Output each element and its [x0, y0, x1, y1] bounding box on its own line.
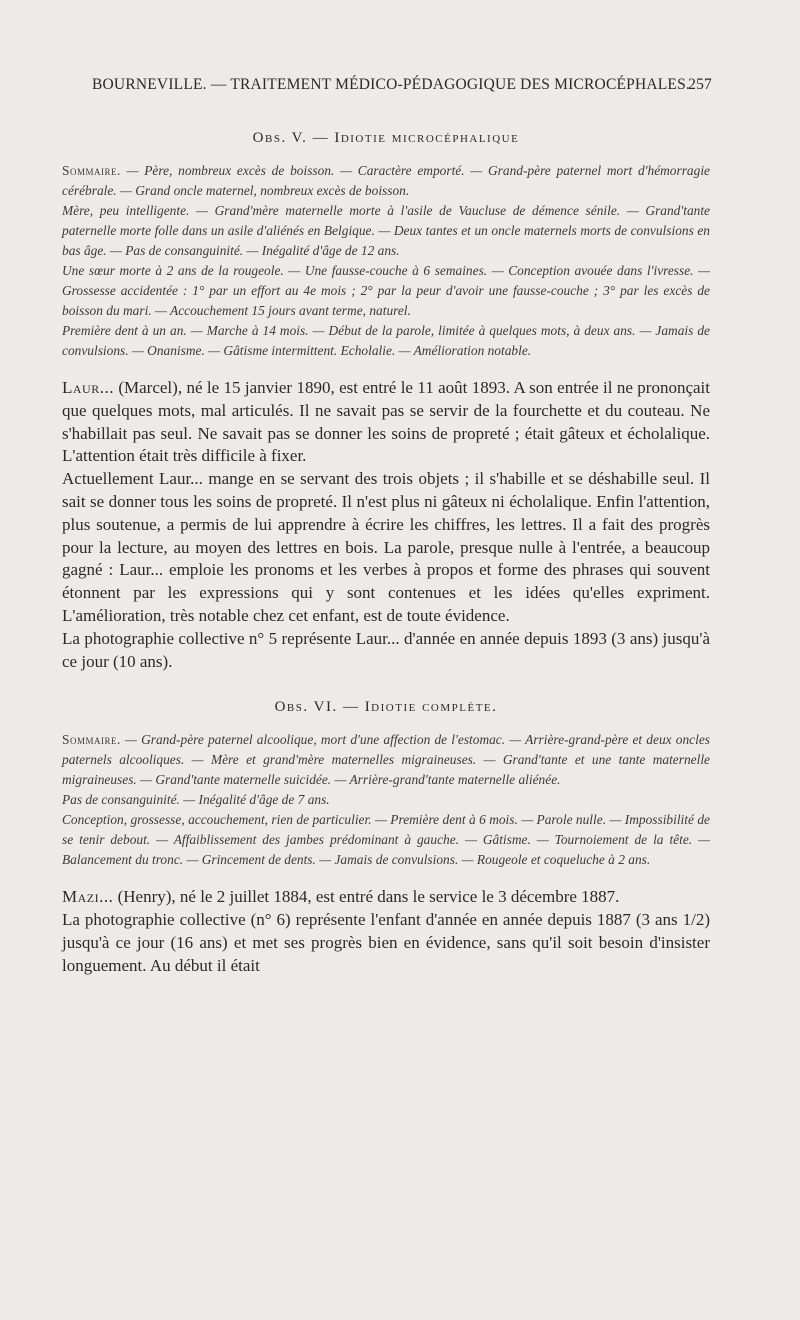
main-content	[62, 118, 710, 978]
patient-name: Mazi...	[62, 887, 114, 907]
page-number: 257	[688, 76, 712, 93]
body-paragraph: La photographie collective n° 5 représente Laur... d'année en année depuis 1893 (3 ans) jusqu'à ce jour (10 ans).	[62, 628, 710, 671]
body-paragraph: La photographie collective (n° 6) représente l'enfant d'année en année depuis 1887 (3 ans 1/2) jusqu'à ce jour (16 ans) et met ses progrès bien en évidence, sans qu'il soit besoin d'insister longuement. Au début il était	[62, 910, 710, 975]
summary-paragraph: Sommaire. — Grand-père paternel alcoolique, mort d'une affection de l'estomac. — Arrière-grand-père et deux oncles paternels alcooliques. — Mère et grand'mère maternelles migraineuses. — Grand'tante et une tante maternelle migraineuses. — Grand'tante maternelle suicidée. — Arrière-grand'tante maternelle aliénée.	[62, 732, 710, 788]
summary-paragraph: Première dent à un an. — Marche à 14 mois. — Début de la parole, limitée à quelques mots, à deux ans. — Jamais de convulsions. — Onanisme. — Gâtisme intermittent. Echolalie. — Amélioration notable.	[62, 323, 710, 358]
observation-summary	[62, 161, 710, 361]
observation-body	[62, 377, 710, 673]
observation-title: Obs. V. — Idiotie microcéphalique	[252, 130, 520, 146]
body-paragraph: Laur... (Marcel), né le 15 janvier 1890, est entré le 11 août 1893. A son entrée il ne prononçait que quelques mots, mal articulés. Il ne savait pas se servir de la fourchette et du couteau. Ne s'habillait pas seul. Ne savait pas se donner les soins de propreté ; était gâteux et écholalique. L'attention était très difficile à fixer.	[62, 378, 710, 466]
summary-paragraph: Conception, grossesse, accouchement, rien de particulier. — Première dent à 6 mois. — Parole nulle. — Impossibilité de se tenir debout. — Affaiblissement des jambes prédominant à gauche. — Gâtisme. — Tournoiement de la tête. — Balancement du tronc. — Grincement de dents. — Jamais de convulsions. — Rougeole et coqueluche à 2 ans.	[62, 812, 710, 868]
running-head	[92, 76, 712, 98]
observation-5	[62, 130, 710, 673]
summary-paragraph: Sommaire. — Père, nombreux excès de boisson. — Caractère emporté. — Grand-père paternel mort d'hémorragie cérébrale. — Grand oncle maternel, nombreux excès de boisson.	[62, 163, 710, 198]
observation-body	[62, 886, 710, 977]
summary-paragraph: Mère, peu intelligente. — Grand'mère maternelle morte à l'asile de Vaucluse de démence sénile. — Grand'tante paternelle morte folle dans un asile d'aliénés en Belgique. — Deux tantes et un oncle maternels morts de convulsions en bas âge. — Pas de consanguinité. — Inégalité d'âge de 12 ans.	[62, 203, 710, 258]
summary-paragraph: Pas de consanguinité. — Inégalité d'âge de 7 ans.	[62, 792, 330, 808]
observation-6	[62, 699, 710, 977]
observation-summary	[62, 730, 710, 870]
body-paragraph: Mazi... (Henry), né le 2 juillet 1884, est entré dans le service le 3 décembre 1887.	[62, 887, 620, 907]
running-title: BOURNEVILLE. — TRAITEMENT MÉDICO-PÉDAGOGIQUE DES MICROCÉPHALES.	[92, 76, 690, 93]
observation-title: Obs. VI. — Idiotie complète.	[274, 699, 498, 716]
summary-label: Sommaire.	[62, 163, 121, 178]
summary-label: Sommaire.	[62, 732, 121, 748]
patient-name: Laur...	[62, 378, 114, 397]
summary-paragraph: Une sœur morte à 2 ans de la rougeole. — Une fausse-couche à 6 semaines. — Conception avouée dans l'ivresse. — Grossesse accidentée : 1° par un effort au 4e mois ; 2° par la peur d'avoir une fausse-couche ; 3° par les excès de boisson du mari. — Accouchement 15 jours avant terme, naturel.	[62, 263, 710, 318]
body-paragraph: Actuellement Laur... mange en se servant des trois objets ; il s'habille et se déshabille seul. Il sait se donner tous les soins de propreté. Il n'est plus ni gâteux ni écholalique. Enfin l'attention, plus soutenue, a permis de lui apprendre à écrire les chiffres, les lettres. Il a fait des progrès pour la lecture, au moyen des lettres en bois. La parole, presque nulle à l'entrée, a beaucoup gagné : Laur... emploie les pronoms et les verbes à propos et forme des phrases qui souvent étonnent par les expressions qui y sont contenues et les idées qu'elles expriment. L'amélioration, très notable chez cet enfant, est de toute évidence.	[62, 469, 710, 625]
